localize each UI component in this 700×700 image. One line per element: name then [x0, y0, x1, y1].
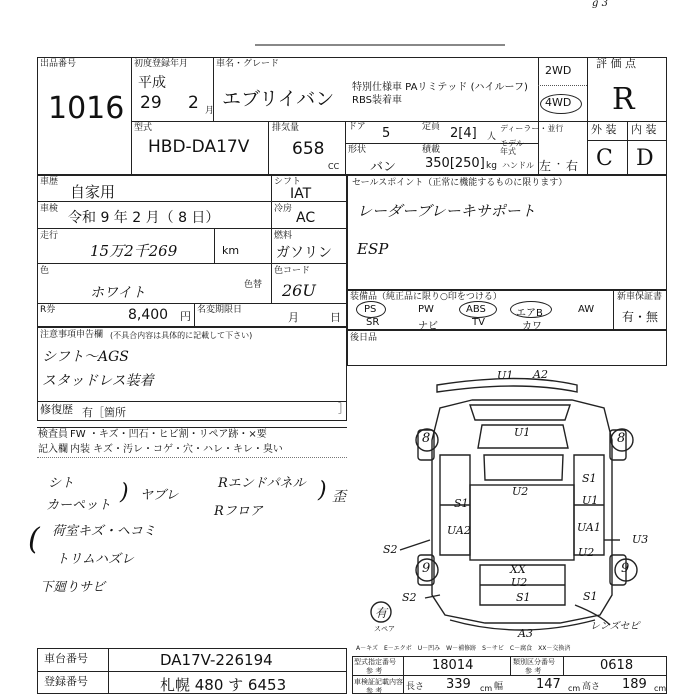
sales-point-line2: ESP [357, 240, 389, 258]
capacity: 2[4] [450, 126, 477, 141]
mark-u1-front: U1 [497, 369, 514, 382]
equipment-label: 装備品（純正品に限り○印をつける） [350, 292, 502, 302]
cert-ref: 参 考 [366, 687, 383, 695]
inspector-label: 検査員 [38, 429, 68, 440]
grade-line1: 特別仕様車 PAリミテッド (ハイルーフ) [352, 82, 528, 93]
inspector-row1: FW ・キズ・凹石・ヒビ割・リペア跡・×要 [70, 429, 267, 440]
top-fragment: g 3 [592, 0, 608, 9]
hand-cargo: 荷室キズ・ヘコミ [52, 524, 156, 539]
equip-abs: ABS [466, 304, 486, 315]
equip-aw: AW [578, 304, 595, 315]
hand-bracket3: ) [318, 478, 327, 503]
doors: 5 [382, 126, 391, 141]
equip-airbag: エアB [516, 308, 543, 319]
new-warranty: 有・無 [622, 310, 659, 324]
color: ホワイト [90, 285, 146, 301]
mark-a2-front: A2 [533, 368, 548, 381]
notes-line2: スタッドレス装着 [42, 373, 154, 389]
hand-bracket2: ( [28, 522, 40, 557]
new-warranty-label: 新車保証書 [617, 292, 663, 302]
chassis-number: DA17V-226194 [160, 651, 273, 669]
mark-s1-right: S1 [582, 472, 597, 485]
fuel-label: 燃料 [274, 231, 293, 241]
hand-carpet: カーペット [46, 498, 112, 513]
ext-grade: C [596, 146, 613, 171]
rating-value: R [612, 82, 635, 117]
meigi-label: 名変期限日 [197, 305, 243, 315]
aftermarket-block [347, 330, 667, 366]
inspector-row2: 内装 キズ・汚レ・コゲ・穴・ハレ・キレ・臭い [70, 444, 283, 455]
dealer-label: ディーラー・並行 [500, 124, 564, 133]
era: 平成 [138, 75, 166, 91]
reg-number: 札幌 480 す 6453 [160, 676, 287, 694]
month-unit: 月 [205, 106, 215, 116]
mark-u2-rear: U2 [511, 576, 528, 589]
length-unit: cm [480, 684, 493, 693]
model-year-label: モデル年式 [500, 139, 524, 156]
load-label: 積載 [422, 145, 441, 155]
model-no-label: 型式指定番号 [354, 658, 396, 666]
equip-ps-circle [356, 301, 386, 318]
recycle: 8,400 [128, 307, 169, 323]
load: 350[250] [425, 156, 485, 171]
chassis-label: 車台番号 [44, 652, 88, 665]
mileage-label: 走行 [40, 231, 59, 241]
shaken: 令和 9 年 2 月（ 8 日） [68, 210, 220, 226]
meigi-month: 月 [288, 311, 299, 324]
mark-s2-rear: S2 [402, 591, 417, 604]
hood [470, 405, 570, 420]
int-grade: D [636, 146, 654, 171]
drive-2wd: 2WD [545, 64, 572, 77]
mark-s1-left: S1 [454, 497, 469, 510]
km-unit: km [222, 244, 240, 257]
handle-label: ハンドル [502, 161, 534, 170]
handle-left: 左 [539, 159, 552, 173]
mark-spare: 有 [375, 606, 388, 620]
hand-endpanel: Rエンドパネル [218, 476, 306, 491]
mark-a3: A3 [518, 627, 533, 640]
equip-sr: SR [366, 317, 380, 328]
equip-navi: ナビ [418, 321, 438, 332]
hand-rfloor: Rフロア [214, 504, 263, 519]
mark-lens: レンズセピ [590, 621, 640, 632]
model-name: エブリイバン [222, 88, 335, 110]
mark-tire-fr: 8 [617, 431, 626, 446]
height-label: 高さ [582, 682, 601, 692]
hand-under: 下廻りサビ [40, 580, 106, 595]
fuel: ガソリン [276, 245, 332, 261]
rating-label: 評 価 点 [596, 57, 636, 70]
int-label: 内 装 [631, 123, 657, 136]
cropped-header-line [255, 44, 505, 46]
shift: IAT [290, 186, 312, 202]
length-label: 長さ [406, 682, 425, 692]
equip-tv: TV [472, 317, 485, 328]
reg-year: 29 [140, 93, 162, 113]
inspector-label2: 記入欄 [38, 444, 68, 455]
lot-number: 1016 [48, 91, 125, 126]
shaken-label: 車検 [40, 204, 59, 214]
sales-point-label: セールスポイント（正常に機能するものに限ります） [352, 178, 568, 188]
mark-u2-right: U2 [578, 546, 595, 559]
equip-abs-circle [459, 301, 497, 318]
notes-sub: (不具合内容は具体的に記載して下さい) [110, 331, 253, 340]
katashiki: HBD-DA17V [148, 137, 250, 157]
sales-point-block [347, 175, 667, 290]
displacement-label: 排気量 [272, 123, 300, 133]
mark-xx: XX [510, 563, 526, 576]
mileage: 15万2千269 [90, 242, 178, 260]
displacement: 658 [292, 139, 325, 159]
shaleki: 自家用 [70, 183, 116, 201]
mark-s1-rr: S1 [583, 590, 598, 603]
spare-label: スペア [374, 625, 395, 633]
mark-u2-center: U2 [512, 485, 529, 498]
mark-u1-roof: U1 [514, 426, 531, 439]
drive-4wd: 4WD [545, 96, 572, 109]
mark-ua2: UA2 [447, 524, 471, 537]
shape: バン [370, 160, 397, 175]
cc-unit: CC [328, 162, 340, 171]
katashiki-label: 型式 [134, 123, 153, 133]
hand-yabure: ヤブレ [140, 488, 179, 503]
model-no: 18014 [432, 658, 474, 673]
color-code: 26U [282, 281, 316, 300]
mark-tire-fl: 8 [422, 431, 431, 446]
ext-label: 外 装 [591, 123, 617, 136]
recycle-label: R券 [40, 305, 56, 315]
shift-label: シフト [274, 177, 302, 187]
color-label: 色 [40, 266, 50, 276]
equip-kawa: カワ [522, 321, 542, 332]
lot-label: 出品番号 [40, 59, 77, 69]
equip-pw: PW [418, 304, 434, 315]
repair-label: 修復歴 [40, 403, 73, 416]
notes-line1: シフト〜AGS [42, 349, 129, 365]
hand-seat: シト [48, 476, 75, 491]
mark-s1-rear: S1 [516, 591, 531, 604]
width: 147 [536, 677, 561, 692]
height: 189 [622, 677, 647, 692]
width-label: 幅 [494, 682, 504, 692]
mark-tire-rl: 9 [422, 561, 431, 576]
color-code-label: 色コード [274, 266, 311, 276]
mark-s2-left: S2 [383, 543, 398, 556]
mark-u3: U3 [632, 533, 649, 546]
hand-distortion: 歪 [332, 489, 346, 505]
length: 339 [446, 677, 471, 692]
mark-ua1: UA1 [577, 521, 601, 534]
person-unit: 人 [487, 132, 497, 142]
roof [484, 455, 563, 480]
hand-trim: トリムハズレ [56, 552, 135, 567]
mark-u1-right: U1 [582, 494, 599, 507]
doors-label: ドア [348, 122, 366, 132]
kg-unit: kg [486, 161, 497, 171]
equip-airbag-circle [510, 301, 552, 318]
color-change-label: 色替 [244, 280, 263, 290]
handle-right: 右 [566, 159, 579, 173]
sales-point-line1: レーダーブレーキサポート [357, 202, 536, 220]
meigi-day: 日 [330, 311, 341, 324]
class-label: 類別区分番号 [513, 658, 555, 666]
notes-label: 注意事項申告欄 [40, 330, 104, 340]
aircon-label: 冷房 [274, 204, 293, 214]
equipment-row2 [352, 317, 612, 332]
model-no-ref: 参 考 [366, 667, 383, 675]
model-name-label: 車名・グレード [216, 59, 280, 69]
class-no: 0618 [600, 658, 634, 673]
repair-bracket: ］ [338, 402, 349, 415]
repair: 有［箇所 [82, 406, 126, 419]
reg-month: 2 [188, 93, 199, 113]
damage-legend: A－キズ E－エクボ U－凹み W－補修跡 S－サビ C－腐食 XX－交換済 [356, 645, 571, 652]
grade-line2: RBS装着車 [352, 95, 402, 106]
yen-unit: 円 [180, 310, 191, 323]
equip-ps: PS [364, 304, 377, 315]
aircon: AC [296, 210, 316, 226]
hand-bracket: ) [120, 480, 129, 505]
capacity-label: 定員 [422, 122, 441, 132]
height-unit: cm [654, 684, 667, 693]
width-unit: cm [568, 684, 581, 693]
shape-label: 形状 [348, 145, 367, 155]
handle-sep: ・ [554, 160, 564, 170]
aftermarket-label: 後日品 [350, 333, 378, 343]
reg-label: 登録番号 [44, 675, 88, 688]
class-ref: 参 考 [525, 667, 542, 675]
first-reg-label: 初度登録年月 [134, 59, 189, 69]
shaleki-label: 車歴 [40, 177, 59, 187]
cert-label: 車検証記載内容 [354, 678, 403, 686]
mark-tire-rr: 9 [621, 561, 630, 576]
